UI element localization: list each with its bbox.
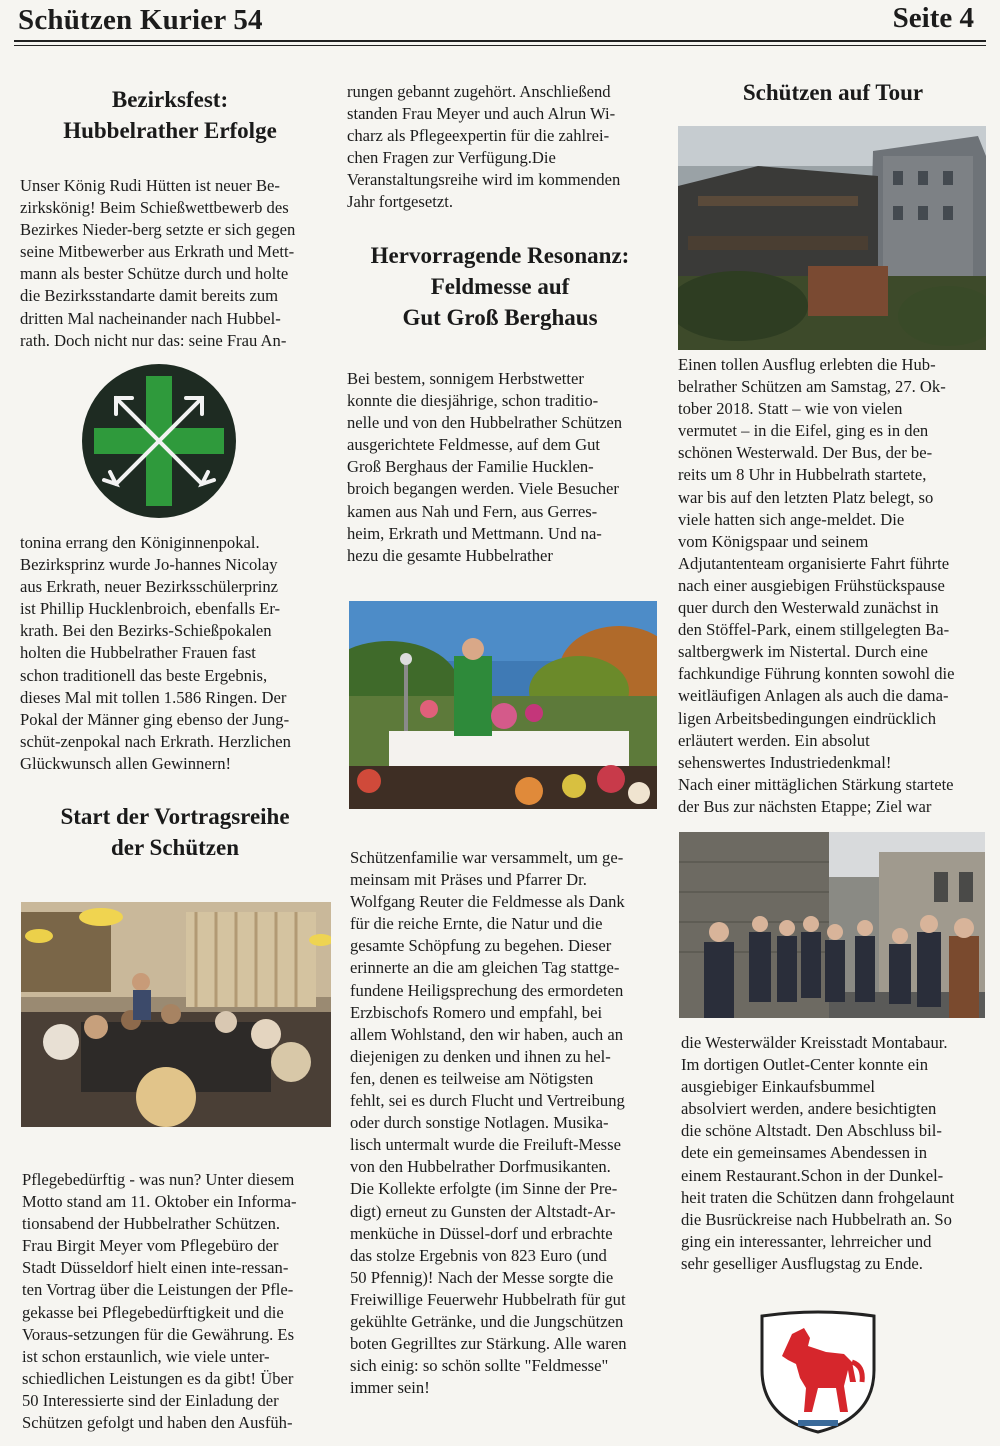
article-vortragsreihe: Pflegebedürftig - was nun? Unter diesem Motto stand am 11. Oktober ein Informa- tionsabend der Hubbelrather Schützen. Frau Birgit Meyer vom Pflegebüro der Stadt Düsseldorf hielt einen inte-ressan- ten Vortrag über die Leistungen der Pfle- gekasse bei Pflegebedürftigkeit und die Voraus-setzungen für die Gewährung. Es ist schon erstaunlich, wie viele unter- schiedlichen Leistungen es da gibt! Über 50 Interessierte sind der Einladung der Schützen gefolgt und haben den Ausfüh- [22, 1170, 297, 1433]
article-feldmesse-part1: Bei bestem, sonnigem Herbstwetter konnte die diesjährige, schon traditio- nelle und von den Hubbelrather Schützen ausgerichtete Feldmesse, auf dem Gut Groß Berghaus der Familie Hucklen- broich begangen werden. Viele Besucher kamen aus Nah und Fern, aus Gerres- heim, Erkrath und Mettmann. Und na- hezu die gesamte Hubbelrather [347, 369, 623, 565]
photo-feldmesse [349, 601, 657, 809]
article-bezirksfest-part2: tonina errang den Königinnenpokal. Bezirksprinz wurde Jo-hannes Nicolay aus Erkrath, neuer Bezirksschülerprinz ist Phillip Hucklenbroich, ebenfalls Er- krath. Bei den Bezirks-Schießpokalen holten die Hubbelrather Frauen fast schon traditionell das beste Ergebnis, dieses Mal mit tollen 1.586 Ringen. Der Pokal der Männer ging ebenso der Jung- schüt-zenpokal nach Erkrath. Herzlichen Glückwunsch allen Gewinnern! [20, 533, 291, 773]
crossed-arrows-emblem-icon [80, 362, 238, 520]
photo-vortrag-meeting [21, 902, 331, 1127]
headline-schuetzen-auf-tour: Schützen auf Tour [742, 80, 924, 105]
page-number: Seite 4 [892, 2, 974, 34]
article-vortragsreihe-continued: rungen gebannt zugehört. Anschließend standen Frau Meyer und auch Alrun Wi- charz als Pflegeexpertin für die zahlrei- chen Fragen zur Verfügung.Die Veranstaltungsreihe wird im kommenden Jahr fortgesetzt. [347, 82, 621, 212]
masthead-title: Schützen Kurier 54 [18, 4, 263, 36]
horse-coat-of-arms-icon [752, 1308, 884, 1436]
masthead-rule [14, 40, 986, 42]
article-tour-part2: die Westerwälder Kreisstadt Montabaur. Im dortigen Outlet-Center konnte ein ausgiebiger Einkaufsbummel absolviert werden, andere besichtigten die schöne Altstadt. Den Abschluss bil- dete ein gemeinsames Abendessen in einem Restaurant.Schon in der Dunkel- heit traten die Schützen dann frohgelaunt die Busrückreise nach Hubbelrath an. So ging ein interessanter, lehrreicher und sehr geselliger Ausflugstag zu Ende. [681, 1033, 955, 1273]
photo-stoeffel-park [678, 126, 986, 350]
article-tour-part1: Einen tollen Ausflug erlebten die Hub- belrather Schützen am Samstag, 27. Ok- tober 2018. Statt – wie von vielen vermutet – in die Eifel, ging es in den schönen Westerwald. Der Bus, der be- reits um 8 Uhr in Hubbelrath startete, war bis auf den letzten Platz belegt, so viele hatten sich ange-meldet. Die vom Königspaar und seinem Adjutantenteam organisierte Fahrt führte nach einer ausgiebigen Frühstückspause quer durch den Westerwald zunächst in den Stöffel-Park, einem stillgelegten Ba- saltbergwerk im Nistertal. Durch eine fachkundige Führung konnten sowohl die weitläufigen Anlagen als auch die dama- ligen Arbeitsbedingungen eindrücklich erläutert werden. Ein absolut sehenswertes Industriedenkmal! Nach einer mittäglichen Stärkung startete der Bus zur nächsten Etappe; Ziel war [678, 355, 955, 816]
headline-bezirksfest: Bezirksfest: Hubbelrather Erfolge [63, 87, 277, 143]
headline-vortragsreihe: Start der Vortragsreihe der Schützen [60, 804, 290, 860]
masthead-rule-thin [14, 45, 986, 46]
headline-feldmesse: Hervorragende Resonanz: Feldmesse auf Gut Groß Berghaus [370, 243, 630, 330]
article-feldmesse-part2: Schützenfamilie war versammelt, um ge- meinsam mit Präses und Pfarrer Dr. Wolfgang Reuter die Feldmesse als Dank für die reiche Ernte, die Natur und die gesamte Schöpfung zu begehen. Dieser erinnerte an die am gleichen Tag stattge- fundene Heiligsprechung des ermordeten Erzbischofs Romero und empfahl, bei allem Wohlstand, den wir haben, auch an diejenigen zu denken und ihnen zu hel- fen, denen es teilweise am Nötigsten fehlt, sei es durch Flucht und Vertreibung oder durch sonstige Notlagen. Musika- lisch untermalt wurde die Freiluft-Messe von den Hubbelrather Dorfmusikanten. Die Kollekte erfolgte (im Sinne der Pre- digt) erneut zu Gunsten der Altstadt-Ar- menküche in Düssel-dorf und erbrachte das stolze Ergebnis von 823 Euro (und 50 Pfennig)! Nach der Messe sorgte die Freiwillige Feuerwehr Hubbelrath für gut gekühlte Getränke, und die Jungschützen boten Gegrilltes zur Stärkung. Alle waren sich einig: so schön sollte "Feldmesse" immer sein! [350, 848, 627, 1398]
photo-tour-group [679, 832, 985, 1018]
article-bezirksfest-part1: Unser König Rudi Hütten ist neuer Be- zirkskönig! Beim Schießwettbewerb des Bezirkes Nieder-berg setzte er sich gegen seine Mitbewerber aus Erkrath und Mett- mann als bester Schütze durch und holte die Bezirksstandarte damit bereits zum dritten Mal nacheinander nach Hubbel- rath. Doch nicht nur das: seine Frau An- [20, 176, 296, 350]
